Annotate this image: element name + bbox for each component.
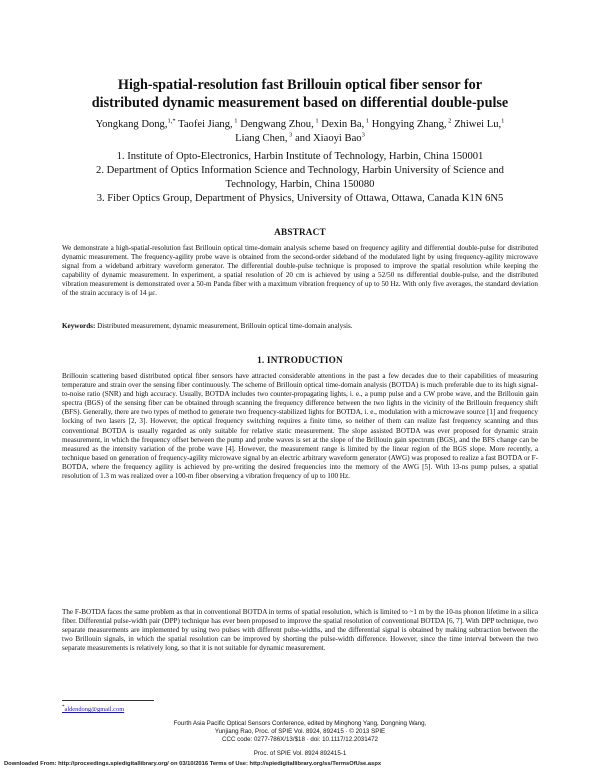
title-line-2: distributed dynamic measurement based on differential double-pulse	[91, 95, 509, 111]
footnote-email[interactable]	[62, 705, 124, 713]
author-line-1	[60, 118, 540, 132]
author-line-2	[60, 132, 540, 146]
download-notice[interactable]: Downloaded From: http://proceedings.spiedigitallibrary.org/ on 03/10/2016 Terms of Use: http://spiedigitallibrary.org/ss/TermsOfUse.aspx	[4, 761, 382, 767]
affiliation-1: 1. Institute of Opto-Electronics, Harbin Institute of Technology, Harbin, China 150001	[116, 151, 484, 162]
author-name: and Xiaoyi Bao	[295, 133, 362, 144]
author-affil-mark: 3	[361, 131, 365, 139]
keywords	[62, 322, 538, 331]
conference-line-1: Fourth Asia Pacific Optical Sensors Conference, edited by Minghong Yang, Dongning Wang,	[173, 720, 427, 727]
page-footer: Proc. of SPIE Vol. 8924 892415-1	[253, 750, 347, 757]
conference-line-3: CCC code: 0277-786X/13/$18 · doi: 10.1117/12.2031472	[222, 736, 378, 743]
author-name: Dexin Ba,	[321, 119, 365, 130]
author-name: Zhiwei Lu,	[454, 119, 502, 130]
abstract-text: We demonstrate a high-spatial-resolution fast Brillouin optical time-domain analysis scheme based on frequency agility and differential double-pulse for distributed dynamic measurement. The frequency-agility probe wave is obtained from the second-order sideband of the modulated light by using frequency-agility microwave signal from a wideband arbitrary waveform generator. The differential double-pulse technique is proposed to improve the spatial resolution while keeping the capability of dynamic measurement. In experiment, a spatial resolution of 20 cm is achieved by using a 52/50 ns differential double-pulse, and the distributed vibration measurement is demonstrated over a 50-m Panda fiber with a maximum vibration frequency of up to 50 Hz. With only five averages, the standard deviation of the strain accuracy is of 14 με.	[62, 244, 538, 298]
author-affil-mark: 1,*	[167, 117, 176, 125]
keywords-text: Distributed measurement, dynamic measurement, Brillouin optical time-domain analysis.	[95, 322, 353, 330]
email-link[interactable]: aldendong@gmail.com	[64, 706, 125, 714]
author-affil-mark: 1	[501, 117, 505, 125]
author-name: Taofei Jiang,	[178, 119, 233, 130]
keywords-label: Keywords:	[62, 322, 96, 330]
paper-title	[40, 76, 560, 112]
author-affil-mark: 1	[232, 117, 238, 125]
author-name: Liang Chen,	[235, 133, 288, 144]
author-list	[60, 118, 540, 146]
author-name: Dengwang Zhou,	[240, 119, 314, 130]
introduction-heading: 1. INTRODUCTION	[257, 355, 343, 365]
footnote-marker: *	[62, 705, 65, 710]
affiliation-3: 3. Fiber Optics Group, Department of Physics, University of Ottawa, Ottawa, Canada K1N 6N5	[96, 193, 504, 204]
introduction-paragraph-2: The F-BOTDA faces the same problem as that in conventional BOTDA in terms of spatial resolution, which is limited to ~1 m by the 10-ns phonon lifetime in a silica fiber. Differential pulse-width pair (DPP) technique has ever been proposed to improve the spatial resolution of conventional BOTDA [6, 7]. With DPP technique, two separate measurements are implemented by using two pulses with different pulse-widths, and the differential signal is obtained by making subtraction between the two Brillouin signals, in which the spatial resolution can be improved by shorting the pulse-width difference. However, since the time interval between the two separate measurements is relatively long, so that it is not suitable for dynamic measurement.	[62, 608, 538, 653]
affiliation-2: 2. Department of Optics Information Science and Technology, Harbin University of Science and	[96, 165, 504, 176]
author-affil-mark: 2	[446, 117, 452, 125]
author-affil-mark: 1	[364, 117, 370, 125]
author-name: Hongying Zhang,	[371, 119, 447, 130]
author-name: Yongkang Dong,	[95, 119, 168, 130]
footnote-divider	[62, 700, 154, 701]
introduction-paragraph-1: Brillouin scattering based distributed optical fiber sensors have attracted considerable attentions in the past a few decades due to their capabilities of measuring temperature and strain over the sensing fiber continuously. The scheme of Brillouin optical time-domain analysis (BOTDA) is much preferable due to its high signal-to-noise ratio (SNR) and high accuracy. Usually, BOTDA includes two counter-propagating lights, i. e., a pump pulse and a CW probe wave, and the Brillouin gain spectra (BGS) of the sensing fiber can be obtained through scanning the frequency difference between the two lights in the vicinity of the Brillouin frequency shift (BFS). Generally, there are two types of method to generate two frequency-stabilized lights for BOTDA, i. e., modulation with a microwave source [1] and frequency locking of two lasers [2, 3]. However, the optical frequency switching requires a finite time, so neither of them can realize fast frequency scanning and thus conventional BOTDA is usually regarded as only suitable for relative static measurement. The slope assisted BOTDA was ever proposed for dynamic strain measurement, in which the frequency offset between the pump and probe waves is set at the slope of the Brillouin gain spectrum (BGS), and the BFS change can be measured as the intensity variation of the probe wave [4]. However, the measurement range is limited by the linear region of the BGS slope. More recently, a technique based on generation of frequency-agility microwave signal by an electric arbitrary waveform generator (AWG) was proposed to realize a fast BOTDA or F-BOTDA, where the frequency agility is achieved by pre-writing the desired frequencies into the memory of the AWG [5]. With 13-ns pump pulses, a spatial resolution of 1.3 m was realized over a 100-m fiber observing a vibration frequency of up to 100 Hz.	[62, 372, 538, 481]
abstract-heading: ABSTRACT	[274, 227, 326, 237]
affiliation-2-cont: Technology, Harbin, China 150080	[225, 179, 375, 190]
conference-line-2: Yunjiang Rao, Proc. of SPIE Vol. 8924, 892415 · © 2013 SPIE	[214, 728, 386, 735]
title-line-1: High-spatial-resolution fast Brillouin optical fiber sensor for	[117, 77, 483, 93]
author-affil-mark: 1	[313, 117, 319, 125]
author-affil-mark: 3	[287, 131, 293, 139]
